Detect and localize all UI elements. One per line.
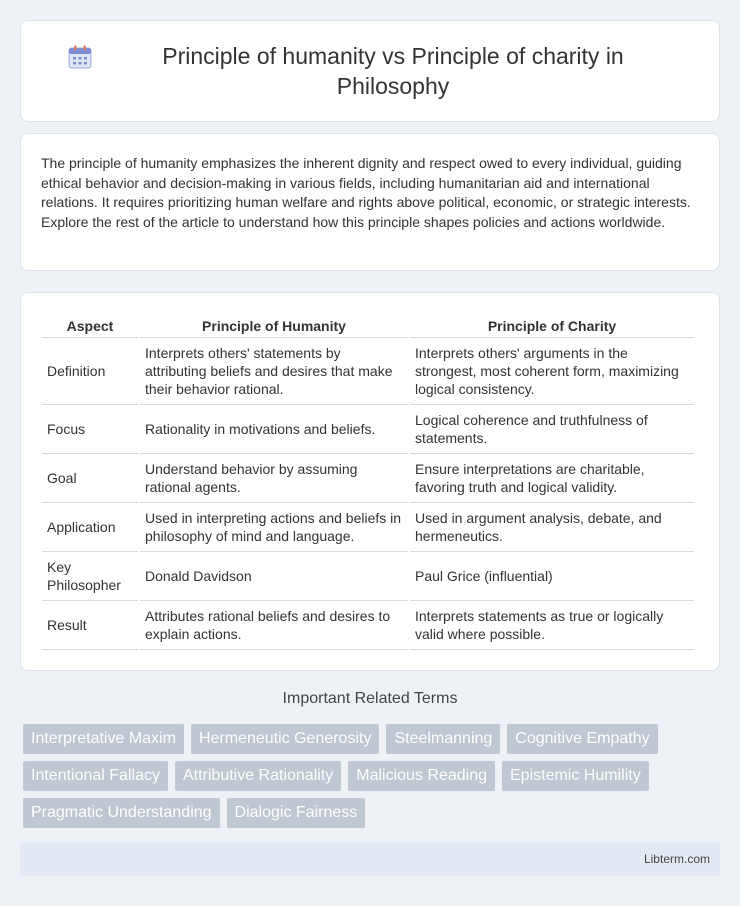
table-cell-aspect: Goal bbox=[42, 454, 138, 503]
table-cell-charity: Paul Grice (influential) bbox=[410, 552, 694, 601]
table-cell-humanity: Interprets others' statements by attributing beliefs and desires that make their behavior rational. bbox=[140, 338, 408, 405]
table-row bbox=[42, 405, 694, 454]
table-cell-charity: Logical coherence and truthfulness of statements. bbox=[410, 405, 694, 454]
footer-site-link[interactable]: Libterm.com bbox=[643, 852, 710, 866]
intro-card bbox=[20, 133, 720, 271]
header-card bbox=[20, 20, 720, 122]
table-cell-humanity: Rationality in motivations and beliefs. bbox=[140, 405, 408, 454]
related-term-tag[interactable]: Dialogic Fairness bbox=[227, 798, 366, 828]
table-cell-aspect: Result bbox=[42, 601, 138, 650]
table-row bbox=[42, 454, 694, 503]
table-cell-humanity: Donald Davidson bbox=[140, 552, 408, 601]
table-row bbox=[42, 601, 694, 650]
table-cell-charity: Interprets statements as true or logically valid where possible. bbox=[410, 601, 694, 650]
table-row bbox=[42, 503, 694, 552]
related-term-tag[interactable]: Hermeneutic Generosity bbox=[191, 724, 380, 754]
table-header-row bbox=[42, 313, 694, 338]
table-cell-charity: Ensure interpretations are charitable, favoring truth and logical validity. bbox=[410, 454, 694, 503]
page-title: Principle of humanity vs Principle of charity in Philosophy bbox=[162, 43, 624, 99]
table-cell-aspect: Application bbox=[42, 503, 138, 552]
related-term-tag[interactable]: Cognitive Empathy bbox=[507, 724, 657, 754]
related-term-tag[interactable]: Pragmatic Understanding bbox=[23, 798, 220, 828]
table-cell-humanity: Understand behavior by assuming rational agents. bbox=[140, 454, 408, 503]
related-term-tag[interactable]: Epistemic Humility bbox=[502, 761, 649, 791]
table-row bbox=[42, 552, 694, 601]
table-cell-humanity: Attributes rational beliefs and desires to explain actions. bbox=[140, 601, 408, 650]
table-cell-aspect: Definition bbox=[42, 338, 138, 405]
footer bbox=[20, 842, 720, 876]
column-header-aspect: Aspect bbox=[42, 313, 138, 338]
calendar-icon bbox=[67, 44, 93, 70]
comparison-table-card bbox=[20, 292, 720, 671]
comparison-table bbox=[40, 313, 696, 650]
table-cell-charity: Interprets others' arguments in the strongest, most coherent form, maximizing logical consistency. bbox=[410, 338, 694, 405]
table-cell-charity: Used in argument analysis, debate, and hermeneutics. bbox=[410, 503, 694, 552]
table-row bbox=[42, 338, 694, 405]
column-header-charity: Principle of Charity bbox=[410, 313, 694, 338]
related-term-tag[interactable]: Interpretative Maxim bbox=[23, 724, 184, 754]
header-inner bbox=[67, 41, 673, 101]
related-term-tag[interactable]: Steelmanning bbox=[386, 724, 500, 754]
table-cell-aspect: Focus bbox=[42, 405, 138, 454]
table-cell-aspect: Key Philosopher bbox=[42, 552, 138, 601]
intro-paragraph: The principle of humanity emphasizes the inherent dignity and respect owed to every individual, guiding ethical behavior and decision-making in various fields, including humanitarian aid and international relations. It requires prioritizing human welfare and rights above political, economic, or strategic interests. Explore the rest of the article to understand how this principle shapes policies and actions worldwide. bbox=[41, 155, 691, 230]
table-cell-humanity: Used in interpreting actions and beliefs in philosophy of mind and language. bbox=[140, 503, 408, 552]
related-terms-title: Important Related Terms bbox=[282, 690, 458, 707]
related-term-tag[interactable]: Intentional Fallacy bbox=[23, 761, 168, 791]
related-term-tag[interactable]: Attributive Rationality bbox=[175, 761, 341, 791]
related-term-tag[interactable]: Malicious Reading bbox=[348, 761, 495, 791]
column-header-humanity: Principle of Humanity bbox=[140, 313, 408, 338]
related-terms-list bbox=[23, 724, 723, 835]
